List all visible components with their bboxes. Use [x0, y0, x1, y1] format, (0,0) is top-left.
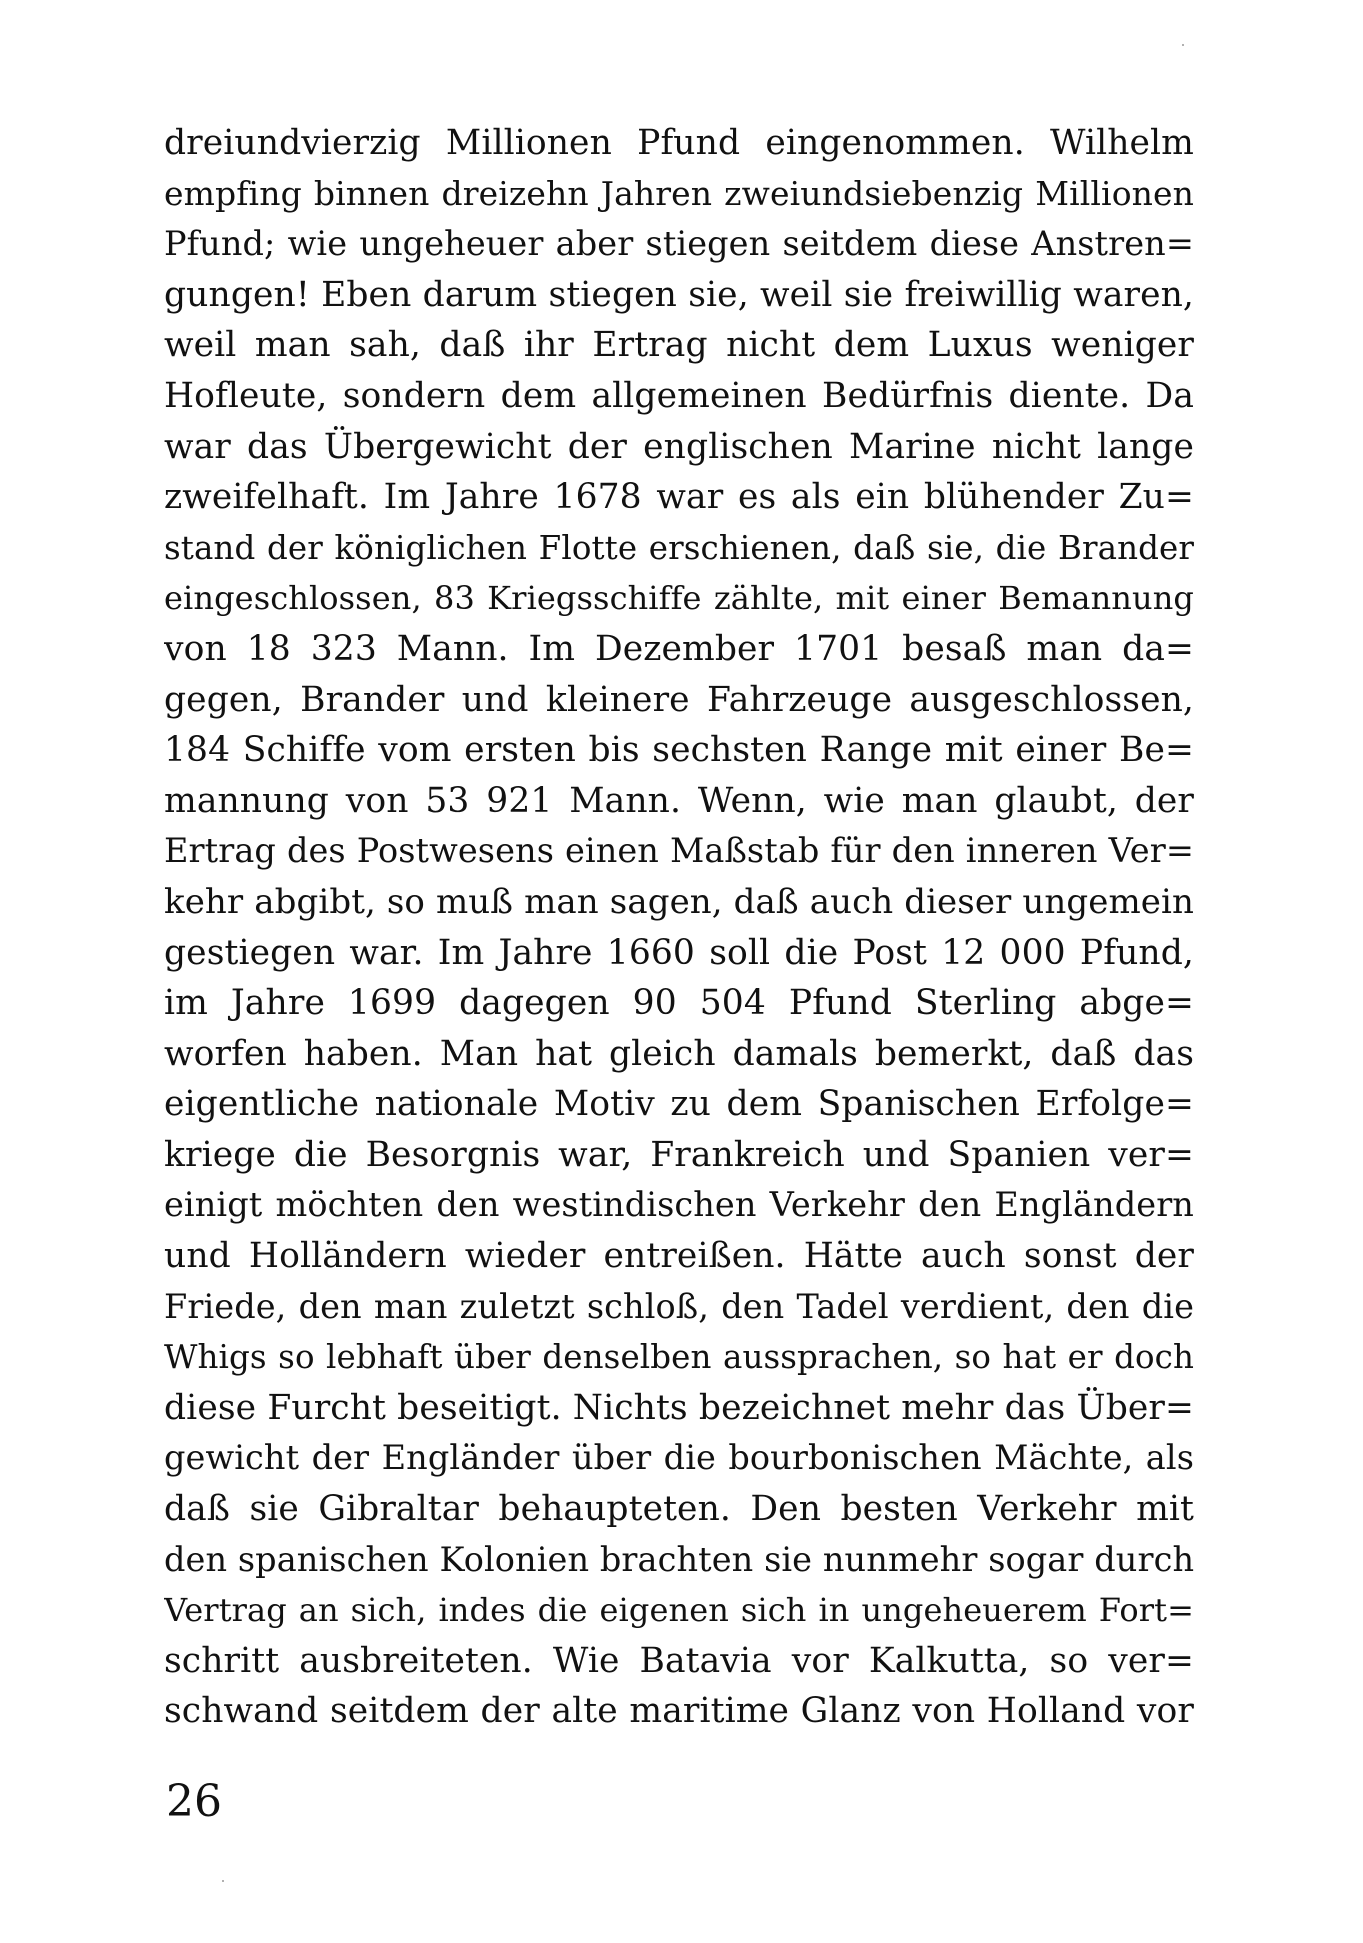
text-line: kriege die Besorgnis war, Frankreich und Spanien ver=: [164, 1134, 1194, 1175]
text-line: und Holländern wieder entreißen. Hätte auch sonst der: [164, 1236, 1194, 1277]
text-line: Hofleute, sondern dem allgemeinen Bedürfnis diente. Da: [164, 375, 1194, 416]
text-line: diese Furcht beseitigt. Nichts bezeichnet mehr das Über=: [164, 1387, 1194, 1428]
text-line: daß sie Gibraltar behaupteten. Den besten Verkehr mit: [164, 1489, 1194, 1530]
text-line: gegen, Brander und kleinere Fahrzeuge ausgeschlossen,: [164, 679, 1194, 720]
text-line: Pfund; wie ungeheuer aber stiegen seitdem diese Anstren=: [164, 224, 1194, 264]
text-line: Whigs so lebhaft über denselben aussprachen, so hat er doch: [164, 1338, 1194, 1377]
page-number: 26: [166, 1776, 222, 1827]
text-line: war das Übergewicht der englischen Marine nicht lange: [164, 426, 1194, 467]
text-line: einigt möchten den westindischen Verkehr den Engländern: [164, 1185, 1194, 1225]
text-line: eigentliche nationale Motiv zu dem Spanischen Erfolge=: [164, 1084, 1194, 1125]
scan-speck: [1182, 44, 1184, 46]
text-line: gewicht der Engländer über die bourbonischen Mächte, als: [164, 1438, 1194, 1478]
text-line: worfen haben. Man hat gleich damals bemerkt, daß das: [164, 1033, 1194, 1074]
text-line: von 18 323 Mann. Im Dezember 1701 besaß man da=: [164, 628, 1194, 669]
text-line: 184 Schiffe vom ersten bis sechsten Range mit einer Be=: [164, 730, 1194, 771]
text-line: Friede, den man zuletzt schloß, den Tadel verdient, den die: [164, 1286, 1194, 1326]
text-line: stand der königlichen Flotte erschienen, daß sie, die Brander: [164, 528, 1194, 567]
text-line: kehr abgibt, so muß man sagen, daß auch dieser ungemein: [164, 881, 1194, 922]
text-line: gungen! Eben darum stiegen sie, weil sie freiwillig waren,: [164, 274, 1194, 315]
text-line: im Jahre 1699 dagegen 90 504 Pfund Sterling abge=: [164, 983, 1194, 1024]
text-line: schwand seitdem der alte maritime Glanz von Holland vor: [164, 1691, 1194, 1732]
scan-speck: [222, 1880, 224, 1882]
text-line: gestiegen war. Im Jahre 1660 soll die Post 12 000 Pfund,: [164, 932, 1194, 973]
text-line: Vertrag an sich, indes die eigenen sich in ungeheuerem Fort=: [164, 1591, 1194, 1630]
text-line: den spanischen Kolonien brachten sie nunmehr sogar durch: [164, 1539, 1194, 1579]
body-text: [164, 118, 1194, 1737]
text-line: zweifelhaft. Im Jahre 1678 war es als ein blühender Zu=: [164, 477, 1194, 518]
text-line: schritt ausbreiteten. Wie Batavia vor Kalkutta, so ver=: [164, 1640, 1194, 1681]
text-line: Ertrag des Postwesens einen Maßstab für den inneren Ver=: [164, 831, 1194, 871]
text-line: empfing binnen dreizehn Jahren zweiundsiebenzig Millionen: [164, 173, 1194, 213]
text-line: mannung von 53 921 Mann. Wenn, wie man glaubt, der: [164, 780, 1194, 821]
text-line: eingeschlossen, 83 Kriegsschiffe zählte, mit einer Bemannung: [164, 579, 1194, 618]
text-line: dreiundvierzig Millionen Pfund eingenommen. Wilhelm: [164, 123, 1194, 163]
text-line: weil man sah, daß ihr Ertrag nicht dem Luxus weniger: [164, 325, 1194, 366]
